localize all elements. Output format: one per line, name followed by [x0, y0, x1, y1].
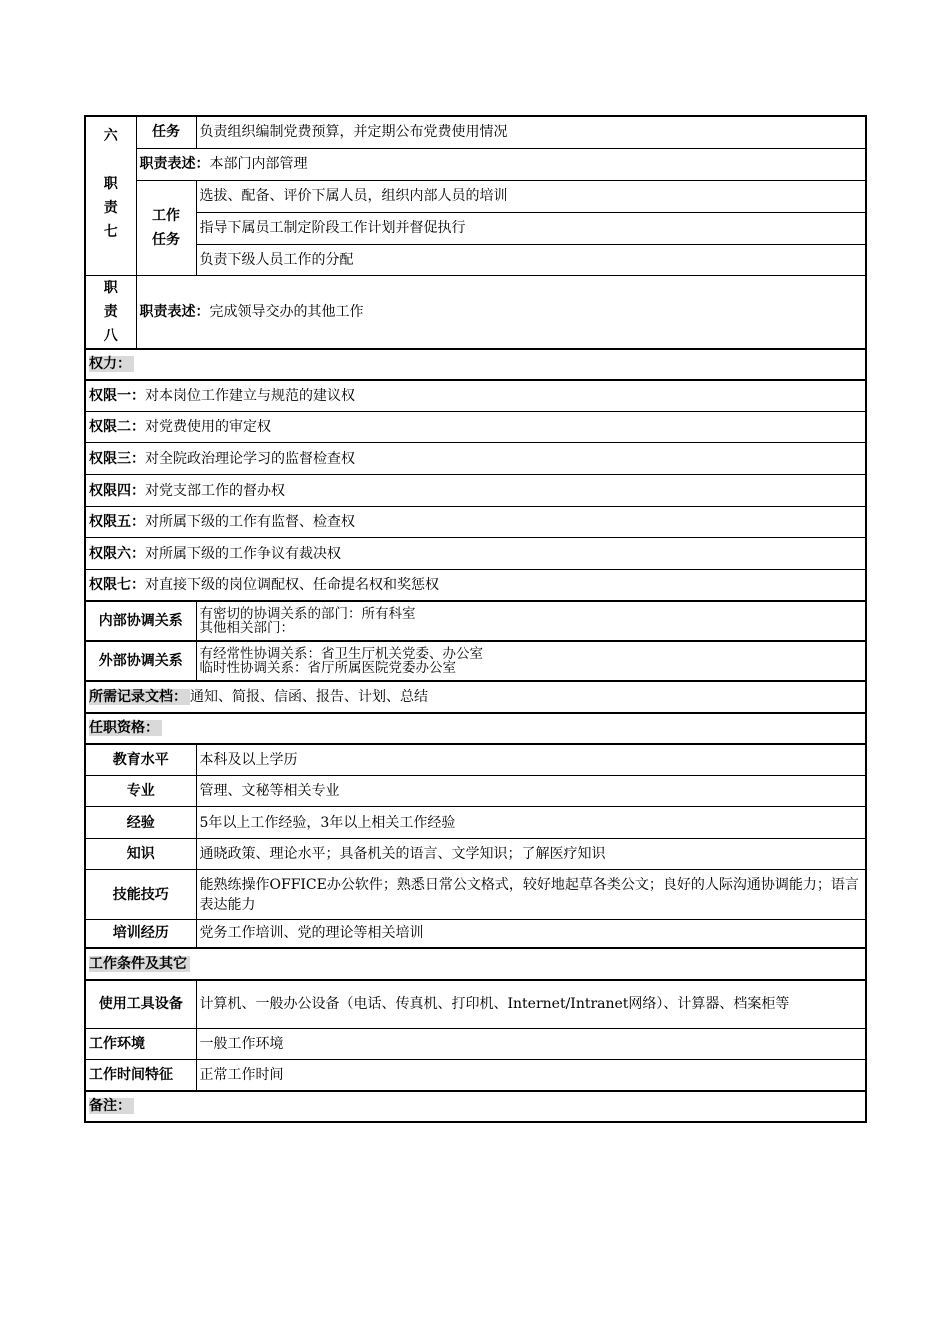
duty-seven-description: 职责表述：本部门内部管理 [136, 148, 866, 180]
condition-label: 工作时间特征 [85, 1060, 196, 1091]
qualification-value: 管理、文秘等相关专业 [196, 776, 866, 807]
task-label: 任务 [136, 116, 196, 148]
qualification-label: 专业 [85, 776, 196, 807]
task-text: 负责组织编制党费预算，并定期公布党费使用情况 [196, 116, 866, 148]
qualification-label: 经验 [85, 807, 196, 839]
qualification-value: 党务工作培训、党的理论等相关培训 [196, 920, 866, 948]
qualification-value: 通晓政策、理论水平；具备机关的语言、文学知识；了解医疗知识 [196, 839, 866, 870]
qualification-label: 培训经历 [85, 920, 196, 948]
records-row: 所需记录文档： 通知、简报、信函、报告、计划、总结 [85, 681, 866, 713]
qualification-value: 本科及以上学历 [196, 744, 866, 776]
condition-label: 使用工具设备 [85, 980, 196, 1029]
power-item: 权限二：对党费使用的审定权 [85, 412, 866, 443]
external-relations-text: 有经常性协调关系：省卫生厅机关党委、办公室 临时性协调关系：省厅所属医院党委办公室 [196, 641, 866, 681]
work-task-item: 负责下级人员工作的分配 [196, 244, 866, 275]
prev-duty-number: 六 [103, 127, 118, 144]
qualification-value: 5年以上工作经验，3年以上相关工作经验 [196, 807, 866, 839]
power-item: 权限三：对全院政治理论学习的监督检查权 [85, 443, 866, 475]
external-relations-label: 外部协调关系 [85, 641, 196, 681]
qualification-label: 教育水平 [85, 744, 196, 776]
qualification-value: 能熟练操作OFFICE办公软件；熟悉日常公文格式，较好地起草各类公文；良好的人际沟通协调能力；语言表达能力 [196, 870, 866, 920]
power-item: 权限一：对本岗位工作建立与规范的建议权 [85, 380, 866, 412]
work-task-item: 指导下属员工制定阶段工作计划并督促执行 [196, 212, 866, 244]
internal-relations-label: 内部协调关系 [85, 601, 196, 641]
qualifications-heading: 任职资格： [85, 713, 866, 744]
conditions-heading: 工作条件及其它 [85, 948, 866, 980]
power-item: 权限六：对所属下级的工作争议有裁决权 [85, 538, 866, 570]
internal-relations-text: 有密切的协调关系的部门：所有科室 其他相关部门： [196, 601, 866, 641]
power-item: 权限五：对所属下级的工作有监督、检查权 [85, 507, 866, 538]
job-description-table [84, 115, 867, 1123]
remarks-row: 备注： [85, 1091, 866, 1122]
condition-value: 计算机、一般办公设备（电话、传真机、打印机、Internet/Intranet网络）、计算器、档案柜等 [196, 980, 866, 1029]
condition-value: 一般工作环境 [196, 1029, 866, 1060]
condition-label: 工作环境 [85, 1029, 196, 1060]
duty-seven-label: 六 职 责 七 [85, 116, 136, 275]
duty-eight-label: 职 责 八 [85, 275, 136, 349]
duty-eight-description: 职责表述：完成领导交办的其他工作 [136, 275, 866, 349]
qualification-label: 知识 [85, 839, 196, 870]
power-item: 权限四：对党支部工作的督办权 [85, 475, 866, 507]
condition-value: 正常工作时间 [196, 1060, 866, 1091]
work-task-item: 选拔、配备、评价下属人员，组织内部人员的培训 [196, 180, 866, 212]
work-task-label: 工作 任务 [136, 180, 196, 275]
powers-heading: 权力： [85, 349, 866, 380]
power-item: 权限七：对直接下级的岗位调配权、任命提名权和奖惩权 [85, 570, 866, 601]
qualification-label: 技能技巧 [85, 870, 196, 920]
job-description-sheet [84, 115, 865, 1123]
